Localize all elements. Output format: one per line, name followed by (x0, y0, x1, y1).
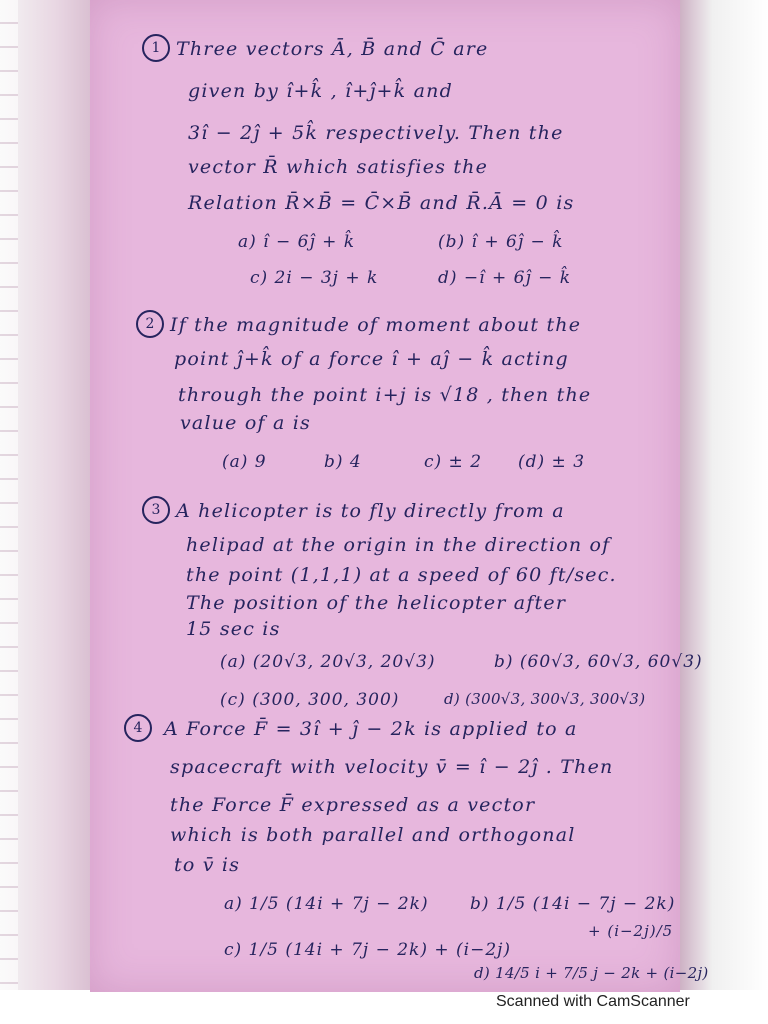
question-text-line: to v̄ is (174, 854, 241, 876)
question-text-line: The position of the helicopter after (186, 592, 567, 614)
question-text-line: Three vectors Ā, B̄ and C̄ are (176, 38, 489, 60)
camscanner-watermark: Scanned with CamScanner (496, 993, 690, 1010)
question-text-line: through the point i+j is √18 , then the (178, 384, 592, 406)
option-a: (a) (20√3, 20√3, 20√3) (220, 652, 436, 672)
option-b: (b) î + 6ĵ − k̂ (438, 232, 564, 252)
option-a: a) 1/5 (14i + 7j − 2k) (224, 894, 429, 914)
page-left-edge (0, 0, 92, 990)
binder-strip (0, 0, 18, 990)
notebook-page (90, 0, 709, 992)
question-text-line: Relation R̄×B̄ = C̄×B̄ and R̄.Ā = 0 is (188, 192, 575, 214)
option-d: d) −î + 6ĵ − k̂ (438, 268, 572, 288)
question-text-line: spacecraft with velocity v̄ = î − 2ĵ . Then (170, 756, 614, 778)
question-text-line: the point (1,1,1) at a speed of 60 ft/sec. (186, 564, 617, 586)
option-b: b) 1/5 (14i − 7j − 2k) (470, 894, 676, 914)
option-b: b) (60√3, 60√3, 60√3) (494, 652, 703, 672)
option-a: a) î − 6ĵ + k̂ (238, 232, 356, 252)
question-text-line: given by î+k̂ , î+ĵ+k̂ and (188, 80, 453, 102)
question-text-line: 3î − 2ĵ + 5k̂ respectively. Then the (188, 122, 564, 144)
question-text-line: which is both parallel and orthogonal (170, 824, 576, 846)
question-text-line: A Force F̄ = 3î + ĵ − 2k is applied to a (164, 718, 578, 740)
option-c: c) ± 2 (424, 452, 483, 472)
option-d: d) (300√3, 300√3, 300√3) (444, 690, 646, 708)
question-text-line: 15 sec is (186, 618, 281, 640)
question-number: 2 (136, 310, 164, 338)
question-text-line: helipad at the origin in the direction of (186, 534, 611, 556)
option-c: (c) (300, 300, 300) (220, 690, 400, 710)
question-number: 3 (142, 496, 170, 524)
question-text-line: A helicopter is to fly directly from a (176, 500, 565, 522)
question-text-line: the Force F̄ expressed as a vector (170, 794, 536, 816)
question-number: 4 (124, 714, 152, 742)
option-d: d) 14/5 i + 7/5 j − 2k + (i−2j) (474, 964, 709, 982)
option-b-continuation: + (i−2j)/5 (588, 922, 674, 940)
question-text-line: value of a is (180, 412, 311, 434)
option-a: (a) 9 (222, 452, 267, 472)
question-text-line: point ĵ+k̂ of a force î + aĵ − k̂ acting (174, 348, 569, 370)
question-text-line: vector R̄ which satisfies the (188, 156, 489, 178)
question-number: 1 (142, 34, 170, 62)
option-c: c) 1/5 (14i + 7j − 2k) + (i−2j) (224, 940, 512, 960)
option-d: (d) ± 3 (518, 452, 586, 472)
option-c: c) 2i − 3j + k (250, 268, 379, 288)
option-b: b) 4 (324, 452, 362, 472)
question-text-line: If the magnitude of moment about the (170, 314, 582, 336)
page-right-edge (676, 0, 768, 990)
